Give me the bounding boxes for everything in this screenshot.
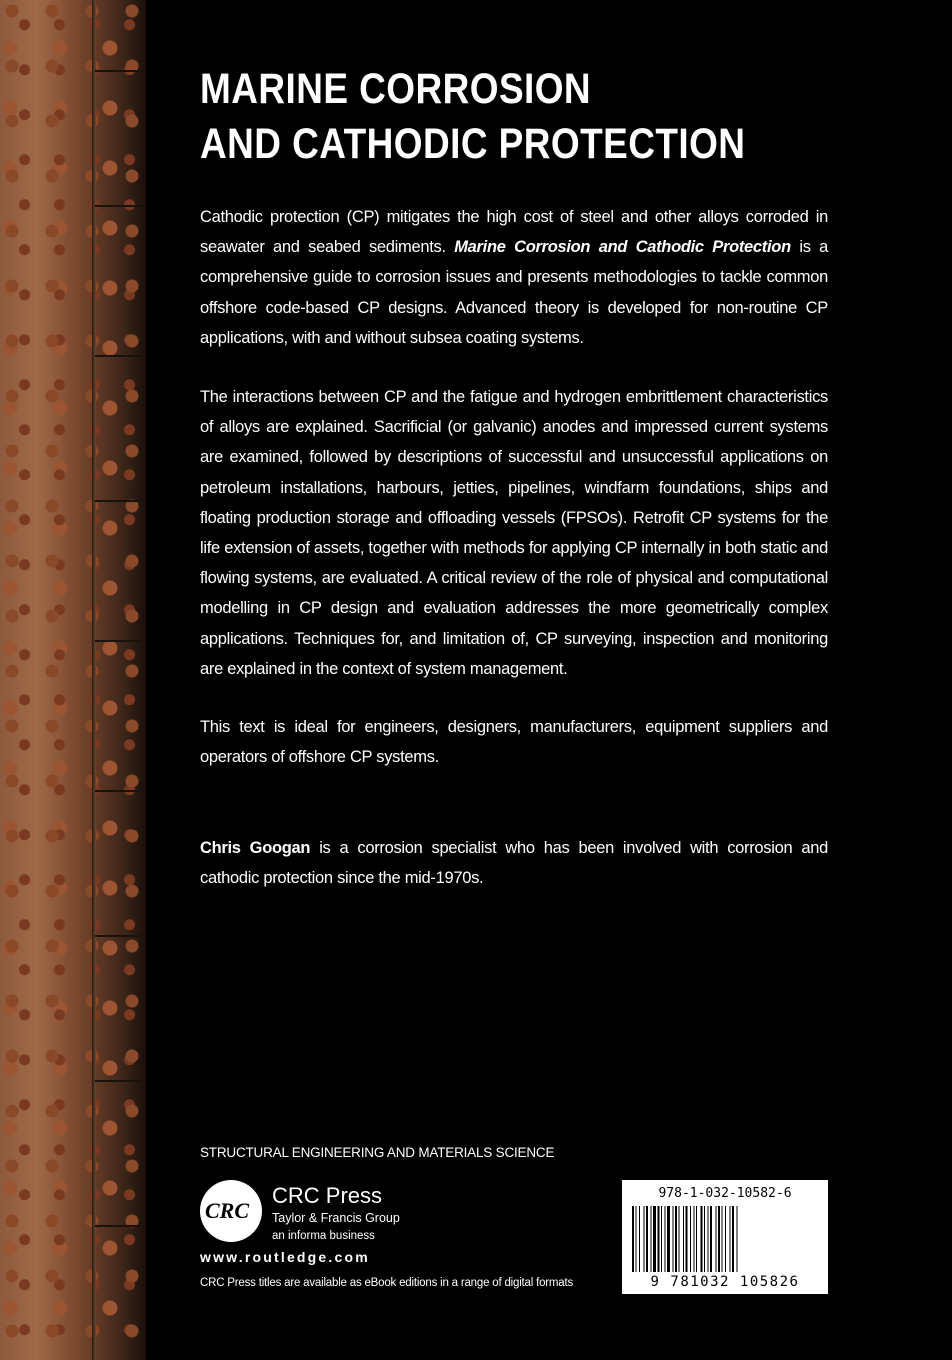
- barcode-bar: [679, 1206, 680, 1272]
- barcode-bar: [675, 1206, 677, 1272]
- crc-logo-text: CRC: [205, 1198, 250, 1223]
- pipe-seam: [95, 790, 143, 792]
- barcode-bar: [683, 1206, 684, 1272]
- barcode-bar: [661, 1206, 662, 1272]
- barcode-bar: [658, 1206, 660, 1272]
- barcode-bar: [737, 1206, 738, 1272]
- barcode-bar: [696, 1206, 697, 1272]
- barcode-bar: [725, 1206, 726, 1272]
- barcode-bar: [694, 1206, 695, 1272]
- author-bio: [200, 833, 828, 893]
- series-label: STRUCTURAL ENGINEERING AND MATERIALS SCIENCE: [200, 1145, 555, 1160]
- pipe-seam: [95, 640, 143, 642]
- blurb-paragraph-2: The interactions between CP and the fatigue and hydrogen embrittlement characteristics of alloys are explained. Sacrificial (or galvanic) anodes and impressed current systems are examined, followed by descriptions of successful and unsuccessful applications on petroleum installations, harbours, jetties, pipelines, windfarm foundations, ships and floating production storage and offloading vessels (FPSOs). Retrofit CP systems for the life extension of assets, together with methods for applying CP internally in both static and flowing systems, are evaluated. A critical review of the role of physical and computational modelling in CP design and evaluation addresses the more geometrically complex applications. Techniques for, and limitation of, CP surveying, inspection and monitoring are explained in the context of system management.: [200, 388, 828, 678]
- back-cover-text: [200, 62, 829, 888]
- cover-rust-image: [0, 0, 146, 1360]
- isbn-number: 978-1-032-10582-6: [658, 1186, 792, 1201]
- barcode-bar: [716, 1206, 717, 1272]
- publisher-informa: an informa business: [272, 1230, 375, 1242]
- publisher-website[interactable]: www.routledge.com: [200, 1249, 370, 1265]
- barcode-bar: [710, 1206, 712, 1272]
- publisher-group: Taylor & Francis Group: [272, 1211, 400, 1225]
- barcode-bar: [646, 1206, 648, 1272]
- barcode-bar: [644, 1206, 645, 1272]
- barcode-bar: [632, 1206, 634, 1272]
- blurb-p1-end: is a comprehensive guide to corrosion issues and presents methodologies to tackle common offshore code-based CP designs. Advanced theory is developed for non-routine CP applications, with and without subsea coating systems.: [200, 238, 829, 347]
- author-bio-text: is a corrosion specialist who has been involved with corrosion and cathodic protection since the mid-1970s.: [200, 839, 828, 888]
- blurb-p1-start: Cathodic protection (CP) mitigates the high cost of steel and other alloys corroded in seawater and seabed sediments.: [200, 208, 828, 257]
- barcode-bar: [704, 1206, 705, 1272]
- author-name: Chris Googan: [200, 839, 311, 857]
- pipe-seam: [95, 1080, 143, 1082]
- blurb-paragraph-1: [200, 202, 828, 353]
- pipe-seam: [95, 935, 143, 937]
- barcode-bar: [667, 1206, 670, 1272]
- barcode-bar: [690, 1206, 691, 1272]
- blurb-book-title: Marine Corrosion and Cathodic Protection: [454, 238, 791, 257]
- barcode-bar: [718, 1206, 720, 1272]
- ebook-note: CRC Press titles are available as eBook editions in a range of digital formats: [200, 1277, 574, 1289]
- pipe-seam: [95, 205, 143, 207]
- barcode-bars: [632, 1206, 818, 1272]
- book-title-line-1: MARINE CORROSION: [200, 65, 592, 113]
- barcode-bar: [665, 1206, 666, 1272]
- book-title-line-2: AND CATHODIC PROTECTION: [200, 120, 746, 168]
- barcode-bar: [651, 1206, 652, 1272]
- barcode-bar: [708, 1206, 709, 1272]
- barcode-bar: [636, 1206, 637, 1272]
- isbn-barcode: [622, 1180, 828, 1294]
- ean-number: 9 781032 105826: [650, 1274, 800, 1290]
- crc-logo: [200, 1180, 262, 1242]
- barcode-bar: [722, 1206, 723, 1272]
- barcode-bar: [639, 1206, 640, 1272]
- barcode-bar: [732, 1206, 734, 1272]
- pipe-seam: [95, 70, 143, 72]
- pipe-seam: [95, 1225, 143, 1227]
- blurb-paragraph-3: This text is ideal for engineers, designers, manufacturers, equipment suppliers and operators of offshore CP systems.: [200, 718, 828, 767]
- barcode-bar: [673, 1206, 674, 1272]
- pipe-edge: [92, 0, 96, 1360]
- barcode-bar: [701, 1206, 703, 1272]
- pipe-seam: [95, 500, 143, 502]
- barcode-bar: [653, 1206, 656, 1272]
- pipe-seam: [95, 355, 143, 357]
- barcode-bar: [730, 1206, 731, 1272]
- publisher-name: CRC Press: [272, 1183, 383, 1208]
- barcode-bar: [686, 1206, 688, 1272]
